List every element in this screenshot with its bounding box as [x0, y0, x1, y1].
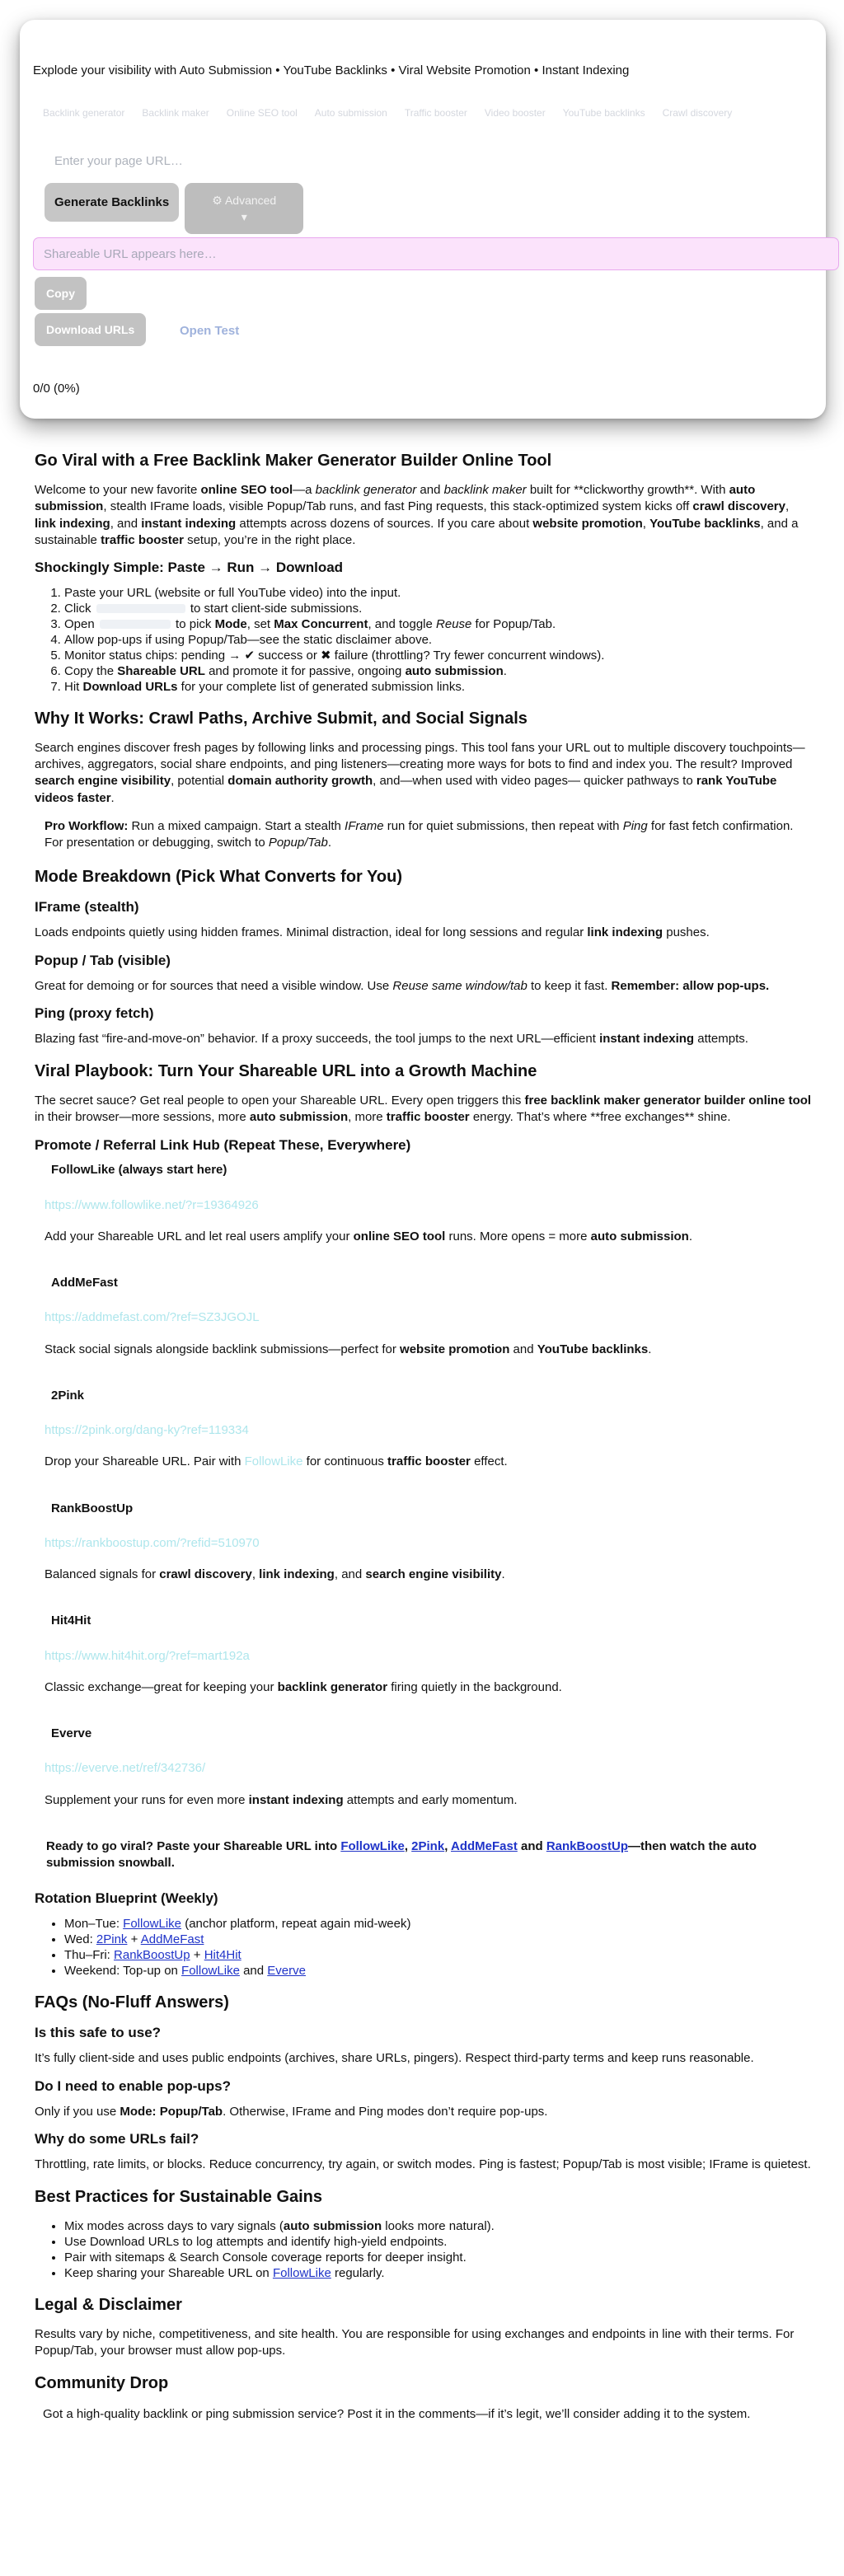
generate-chip: [96, 604, 185, 613]
nav-backlink-maker[interactable]: Backlink maker: [142, 107, 209, 119]
hub-description: Balanced signals for crawl discovery, link indexing, and search engine visibility.: [45, 1567, 505, 1582]
hub-name: FollowLike (always start here): [51, 1163, 227, 1178]
community-paragraph: Got a high-quality backlink or ping submission service? Post it in the comments—if it’s legit, we’ll consider adding it to the system.: [43, 2407, 751, 2422]
hub-item-everve: [45, 1726, 814, 1809]
referral-hub: [35, 1162, 814, 1809]
link-addmefast[interactable]: AddMeFast: [140, 1932, 204, 1947]
advanced-toggle-button[interactable]: [185, 183, 303, 234]
nav-crawl-discovery[interactable]: Crawl discovery: [662, 107, 733, 119]
nav-backlink-generator[interactable]: Backlink generator: [43, 107, 125, 119]
list-item: • Mix modes across days to vary signals (auto submission looks more natural).: [64, 2218, 814, 2234]
popup-paragraph: Great for demoing or for sources that need a visible window. Use Reuse same window/tab to keep it fast. Remember: allow pop-ups.: [35, 978, 770, 993]
hub-referral-link[interactable]: https://www.followlike.net/?r=19364926: [45, 1197, 259, 1212]
shareable-url-field[interactable]: [33, 237, 839, 270]
tool-tagline: Explode your visibility with Auto Submission • YouTube Backlinks • Viral Website Promotion • Instant Indexing: [33, 63, 630, 77]
iframe-heading: IFrame (stealth): [35, 899, 139, 916]
hub-name: Hit4Hit: [51, 1614, 91, 1628]
followlike-inline-link[interactable]: FollowLike: [244, 1454, 303, 1469]
hub-description: Supplement your runs for even more instant indexing attempts and early momentum.: [45, 1792, 518, 1807]
nav-youtube-backlinks[interactable]: YouTube backlinks: [562, 107, 645, 119]
list-item: • Mon–Tue: FollowLike (anchor platform, repeat again mid-week): [64, 1916, 814, 1932]
hub-referral-link[interactable]: https://2pink.org/dang-ky?ref=119334: [45, 1423, 249, 1438]
hub-description: Add your Shareable URL and let real users amplify your online SEO tool runs. More opens = more auto submission.: [45, 1229, 693, 1244]
backlink-tool-card: [20, 20, 826, 419]
cta-link-addmefast[interactable]: AddMeFast: [450, 1838, 518, 1853]
hub-item-addmefast: [45, 1275, 814, 1358]
list-item: 6. Copy the Shareable URL and promote it for passive, ongoing auto submission.: [64, 663, 814, 679]
hub-item-hit4hit: [45, 1613, 814, 1696]
ping-paragraph: Blazing fast “fire-and-move-on” behavior. If a proxy succeeds, the tool jumps to the next URL—efficient instant indexing attempts.: [35, 1031, 748, 1046]
hub-item-followlike: [45, 1162, 814, 1245]
viral-cta: Ready to go viral? Paste your Shareable URL into FollowLike, 2Pink, AddMeFast and RankBoostUp—then watch the auto submission snowball.: [46, 1838, 757, 1871]
cta-link-followlike[interactable]: FollowLike: [340, 1838, 405, 1853]
list-item: • Thu–Fri: RankBoostUp + Hit4Hit: [64, 1947, 814, 1963]
hub-description: Classic exchange—great for keeping your backlink generator firing quietly in the background.: [45, 1679, 562, 1694]
generate-backlinks-button[interactable]: Generate Backlinks: [45, 183, 179, 222]
list-item: 2. Click to start client-side submissions.: [64, 601, 814, 616]
link-hit4hit[interactable]: Hit4Hit: [204, 1948, 241, 1963]
list-item: 1. Paste your URL (website or full YouTube video) into the input.: [64, 585, 814, 601]
nav-traffic-booster[interactable]: Traffic booster: [404, 107, 467, 119]
page-url-input[interactable]: [33, 143, 834, 178]
hub-description: Drop your Shareable URL. Pair with FollowLike for continuous traffic booster effect.: [45, 1454, 508, 1469]
popup-heading: Popup / Tab (visible): [35, 952, 171, 968]
list-item: • Use Download URLs to log attempts and identify high-yield endpoints.: [64, 2234, 814, 2250]
cta-link-2pink[interactable]: 2Pink: [411, 1838, 445, 1853]
download-urls-button[interactable]: Download URLs: [35, 313, 146, 346]
hub-heading: Promote / Referral Link Hub (Repeat These, Everywhere): [35, 1136, 411, 1153]
list-item: • Pair with sitemaps & Search Console coverage reports for deeper insight.: [64, 2250, 814, 2265]
nav-auto-submission[interactable]: Auto submission: [314, 107, 387, 119]
advanced-label: ⚙ Advanced: [212, 194, 277, 207]
list-item: • Weekend: Top-up on FollowLike and Everve: [64, 1963, 814, 1979]
link-2pink[interactable]: 2Pink: [96, 1932, 128, 1947]
link-followlike[interactable]: FollowLike: [123, 1917, 182, 1932]
nav-online-seo-tool[interactable]: Online SEO tool: [226, 107, 298, 119]
article-title: Go Viral with a Free Backlink Maker Generator Builder Online Tool: [35, 452, 552, 470]
faq-question: Do I need to enable pop-ups?: [35, 2077, 231, 2094]
list-item: 5. Monitor status chips: pending → ✔ success or ✖ failure (throttling? Try fewer concurrent windows).: [64, 648, 814, 663]
hub-item-rankboostup: [45, 1501, 814, 1584]
ping-heading: Ping (proxy fetch): [35, 1005, 154, 1021]
legal-heading: Legal & Disclaimer: [35, 2295, 182, 2314]
link-everve[interactable]: Everve: [267, 1964, 306, 1979]
list-item: • Wed: 2Pink + AddMeFast: [64, 1932, 814, 1947]
hub-referral-link[interactable]: https://rankboostup.com/?refid=510970: [45, 1535, 260, 1550]
list-item: • Keep sharing your Shareable URL on FollowLike regularly.: [64, 2265, 814, 2281]
legal-paragraph: Results vary by niche, competitiveness, and site health. You are responsible for using exchanges and endpoints in line with their terms. For Popup/Tab, your browser must allow pop-ups.: [35, 2326, 795, 2358]
best-practices-list: [35, 2218, 814, 2281]
advanced-chip: [100, 620, 171, 629]
rotation-list: [35, 1916, 814, 1979]
hub-name: Everve: [51, 1726, 92, 1741]
hub-item-2pink: [45, 1388, 814, 1471]
hub-name: AddMeFast: [51, 1276, 118, 1290]
pro-workflow-note: Pro Workflow: Run a mixed campaign. Start a stealth IFrame run for quiet submissions, then repeat with Ping for fast fetch confirmation. For presentation or debugging, switch to Popup/Tab.: [45, 818, 794, 850]
simple-heading: Shockingly Simple: Paste → Run → Download: [35, 560, 344, 575]
hub-referral-link[interactable]: https://www.hit4hit.org/?ref=mart192a: [45, 1648, 250, 1663]
link-followlike[interactable]: FollowLike: [272, 2265, 331, 2280]
hub-name: RankBoostUp: [51, 1501, 134, 1515]
playbook-heading: Viral Playbook: Turn Your Shareable URL into a Growth Machine: [35, 1062, 537, 1080]
link-followlike[interactable]: FollowLike: [181, 1964, 240, 1979]
hub-name: 2Pink: [51, 1388, 85, 1403]
faq-heading: FAQs (No-Fluff Answers): [35, 1993, 229, 2012]
community-heading: Community Drop: [35, 2374, 169, 2393]
cta-link-rankboostup[interactable]: RankBoostUp: [546, 1838, 629, 1853]
playbook-paragraph: The secret sauce? Get real people to open your Shareable URL. Every open triggers this free backlink maker generator builder online tool in their browser—more sessions, more auto submission, more traffic booster energy. That’s where **free exchanges** shine.: [35, 1094, 812, 1125]
hub-referral-link[interactable]: https://everve.net/ref/342736/: [45, 1761, 206, 1776]
best-practices-heading: Best Practices for Sustainable Gains: [35, 2187, 323, 2206]
keyword-nav: [43, 106, 732, 119]
why-heading: Why It Works: Crawl Paths, Archive Submit, and Social Signals: [35, 709, 528, 728]
faq-question: Is this safe to use?: [35, 2025, 162, 2041]
hub-description: Stack social signals alongside backlink submissions—perfect for website promotion and YouTube backlinks.: [45, 1342, 652, 1356]
intro-paragraph: Welcome to your new favorite online SEO tool—a backlink generator and backlink maker built for **clickworthy growth**. With auto submission, stealth IFrame loads, visible Popup/Tab runs, and fast Ping requests, this stack-optimized system kicks off crawl discovery, link indexing, and instant indexing attempts across dozens of sources. If you care about website promotion, YouTube backlinks, and a sustainable traffic booster setup, you’re in the right place.: [35, 483, 799, 547]
progress-counter: 0/0 (0%): [33, 382, 80, 396]
why-paragraph: Search engines discover fresh pages by following links and processing pings. This tool fans your URL out to multiple discovery touchpoints—archives, aggregators, social share endpoints, and ping listeners—creating more ways for bots to find and index you. The result? Improved search engine visibility, potential domain authority growth, and—when used with video pages— quicker pathways to rank YouTube videos faster.: [35, 740, 805, 805]
steps-list: [35, 585, 814, 695]
copy-button[interactable]: Copy: [35, 277, 87, 310]
list-item: 7. Hit Download URLs for your complete list of generated submission links.: [64, 679, 814, 695]
faq-answer: It’s fully client-side and uses public endpoints (archives, share URLs, pingers). Respect third-party terms and keep runs reasonable.: [35, 2051, 754, 2066]
action-row: [45, 183, 303, 234]
faq-answer: Only if you use Mode: Popup/Tab. Otherwise, IFrame and Ping modes don’t require pop-ups.: [35, 2104, 548, 2119]
nav-video-booster[interactable]: Video booster: [484, 107, 546, 119]
article-content: [35, 437, 814, 2424]
list-item: 3. Open to pick Mode, set Max Concurrent, and toggle Reuse for Popup/Tab.: [64, 616, 814, 632]
list-item: 4. Allow pop-ups if using Popup/Tab—see the static disclaimer above.: [64, 632, 814, 648]
hub-referral-link[interactable]: https://addmefast.com/?ref=SZ3JGOJL: [45, 1310, 260, 1325]
modes-heading: Mode Breakdown (Pick What Converts for You): [35, 868, 402, 887]
rotation-heading: Rotation Blueprint (Weekly): [35, 1890, 218, 1907]
chevron-down-icon: ▾: [241, 210, 247, 223]
faq-question: Why do some URLs fail?: [35, 2130, 199, 2147]
open-test-link[interactable]: Open Test: [180, 324, 240, 338]
faq-answer: Throttling, rate limits, or blocks. Reduce concurrency, try again, or switch modes. Ping is fastest; Popup/Tab is most visible; IFrame is quietest.: [35, 2157, 811, 2171]
iframe-paragraph: Loads endpoints quietly using hidden frames. Minimal distraction, ideal for long sessions and regular link indexing pushes.: [35, 925, 710, 940]
link-rankboostup[interactable]: RankBoostUp: [114, 1948, 190, 1963]
